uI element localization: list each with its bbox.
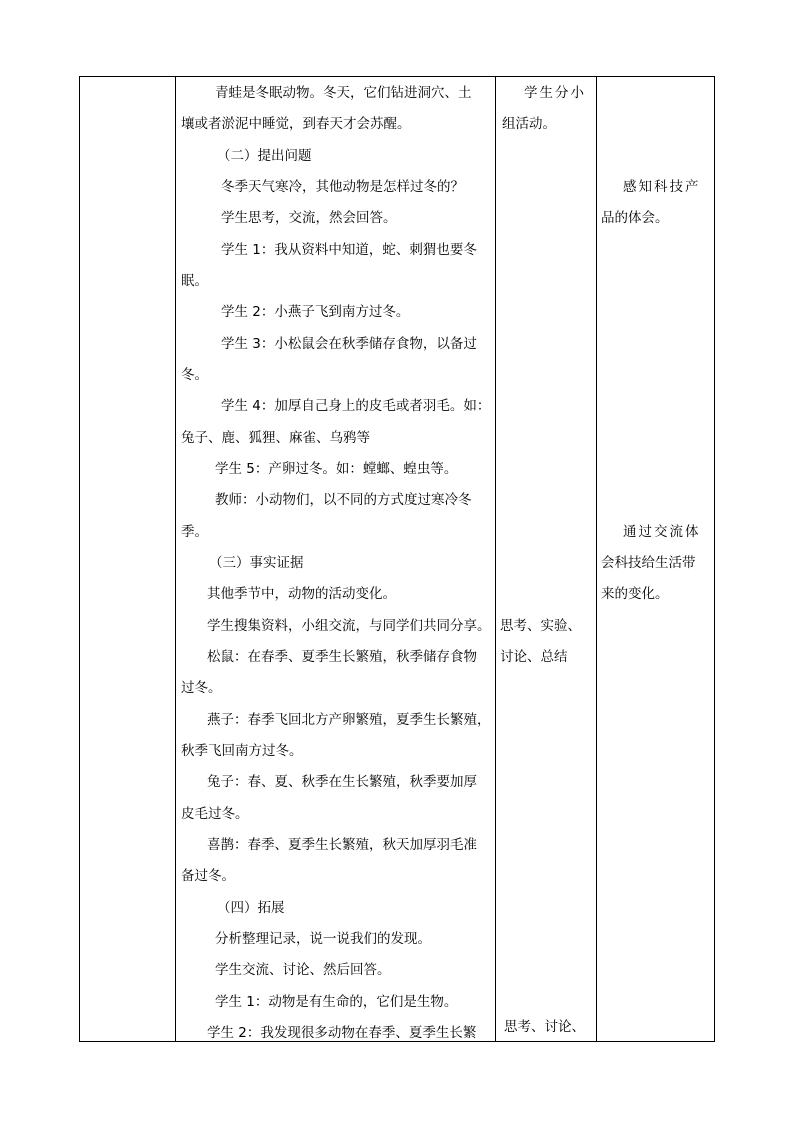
- text-line: 品的体会。: [601, 210, 669, 226]
- text-line: 喜鹊：春季、夏季生长繁殖，秋天加厚羽毛准: [207, 837, 477, 853]
- text-line: 眠。: [181, 273, 208, 289]
- text-line: 皮毛过冬。: [181, 806, 249, 822]
- text-line: 学生 1：我从资料中知道，蛇、刺猬也要冬: [221, 242, 477, 258]
- text-line: 学生 1：动物是有生命的，它们是生物。: [215, 994, 458, 1010]
- text-line: 教师：小动物们，以不同的方式度过寒冷冬: [215, 492, 472, 508]
- column-divider: [596, 77, 597, 1041]
- column-divider: [175, 77, 176, 1041]
- text-line: 思考、讨论、: [504, 1019, 585, 1035]
- text-line: 壤或者淤泥中睡觉，到春天才会苏醒。: [181, 116, 411, 132]
- text-line: 来的变化。: [601, 586, 669, 602]
- text-line: 思考、实验、: [500, 618, 581, 634]
- text-line: 兔子：春、夏、秋季在生长繁殖，秋季要加厚: [207, 774, 477, 790]
- text-line: 学生搜集资料，小组交流，与同学们共同分享。: [207, 618, 491, 634]
- text-line: 通过交流体: [623, 524, 701, 540]
- text-line: 学生 5：产卵过冬。如：螳螂、蝗虫等。: [215, 461, 458, 477]
- text-line: 冬。: [181, 367, 208, 383]
- text-line: 学生 2：小燕子飞到南方过冬。: [221, 304, 410, 320]
- text-line: 其他季节中，动物的活动变化。: [207, 586, 396, 602]
- text-line: 秋季飞回南方过冬。: [181, 743, 303, 759]
- text-line: 学生 3：小松鼠会在秋季储存食物，以备过: [221, 336, 477, 352]
- text-line: 学生 2：我发现很多动物在春季、夏季生长繁: [207, 1025, 477, 1041]
- text-line: 兔子、鹿、狐狸、麻雀、乌鸦等: [181, 430, 370, 446]
- section-heading: （四）拓展: [217, 900, 285, 916]
- text-line: 学生交流、讨论、然后回答。: [215, 962, 391, 978]
- text-line: 季。: [181, 524, 208, 540]
- text-line: 燕子：春季飞回北方产卵繁殖，夏季生长繁殖，: [207, 712, 491, 728]
- section-heading: （二）提出问题: [217, 148, 312, 164]
- text-line: 学生思考，交流，然会回答。: [221, 210, 397, 226]
- text-line: 学生 4：加厚自己身上的皮毛或者羽毛。如：: [221, 398, 491, 414]
- text-line: 松鼠：在春季、夏季生长繁殖，秋季储存食物: [207, 649, 477, 665]
- text-line: 备过冬。: [181, 868, 235, 884]
- text-line: 讨论、总结: [500, 649, 568, 665]
- text-line: 会科技给生活带: [601, 555, 696, 571]
- text-line: 过冬。: [181, 680, 222, 696]
- text-line: 感知科技产: [623, 179, 701, 195]
- section-heading: （三）事实证据: [209, 555, 304, 571]
- text-line: 分析整理记录，说一说我们的发现。: [215, 931, 431, 947]
- text-line: 青蛙是冬眠动物。冬天，它们钻进洞穴、土: [215, 85, 472, 101]
- text-line: 冬季天气寒冷，其他动物是怎样过冬的？: [221, 179, 464, 195]
- column-divider: [495, 77, 496, 1041]
- text-line: 组活动。: [502, 116, 556, 132]
- lesson-table: [79, 76, 715, 1042]
- text-line: 学生分小: [524, 85, 586, 101]
